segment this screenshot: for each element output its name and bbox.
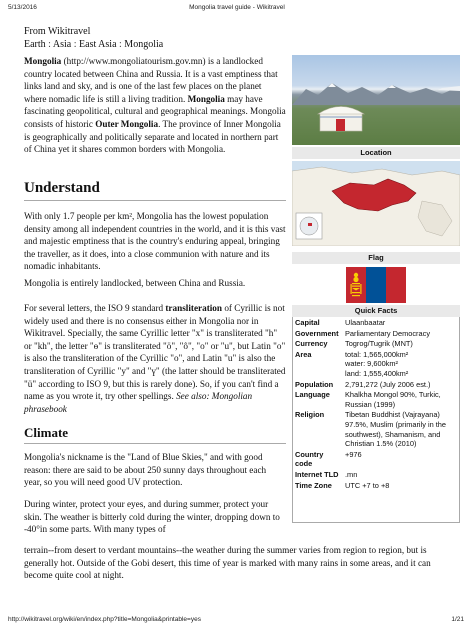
understand-text-1: With only 1.7 people per km², Mongolia has the lowest population density among all independent countries in the world, and it is this vast and majestic emptiness that is the country's enduring appeal, bringing the traveller, as it does, into a close communion with nature and its nomadic inhabitants. <box>24 211 286 272</box>
climate-text-1: Mongolia's nickname is the "Land of Blue Skies," and with good reason: there are said to be about 250 sunny days throughout each year, so you will need good UV protection. <box>24 452 267 488</box>
transliteration-link[interactable]: transliteration <box>165 303 223 313</box>
quick-fact-value: .mn <box>345 469 358 479</box>
quick-fact-key: Government <box>295 328 339 338</box>
understand-text-2: Mongolia is entirely landlocked, between China and Russia. <box>24 278 246 288</box>
quick-fact-row <box>292 350 460 380</box>
quick-fact-key: Area <box>295 349 312 359</box>
quick-facts-table <box>292 318 460 491</box>
flag-box <box>292 265 460 305</box>
quick-fact-value: Parliamentary Democracy <box>345 328 431 338</box>
intro-strong-outer-mongolia: Outer Mongolia <box>95 118 159 129</box>
intro-strong-mongolia-2: Mongolia <box>187 93 225 104</box>
quick-fact-key: Currency <box>295 339 328 349</box>
quick-fact-value: total: 1,565,000km² water: 9,600km² land: 1,555,400km² <box>345 349 409 378</box>
breadcrumb-separator: : <box>73 39 77 50</box>
quick-fact-key: Time Zone <box>295 480 332 490</box>
quick-fact-value: 2,791,272 (July 2006 est.) <box>345 379 431 389</box>
understand-paragraph-3 <box>24 302 286 415</box>
see-also-phrasebook-link[interactable]: See also: Mongolian phrasebook <box>24 391 253 414</box>
heading-divider <box>24 200 286 201</box>
print-page-number: 1/21 <box>451 616 464 623</box>
quick-fact-key: Capital <box>295 318 320 327</box>
quick-fact-value: Khalkha Mongol 90%, Turkic, Russian (1999) <box>345 390 441 409</box>
quick-fact-row <box>292 380 460 391</box>
mongolia-flag <box>346 267 406 303</box>
breadcrumb-asia[interactable]: Asia <box>52 39 72 50</box>
climate-paragraph-2 <box>24 498 286 536</box>
location-caption: Location <box>292 147 460 159</box>
quick-fact-row <box>292 390 460 410</box>
yurt-graphic <box>316 95 366 135</box>
quick-fact-value: +976 <box>345 449 362 459</box>
print-header <box>6 4 468 14</box>
quick-fact-value: Tibetan Buddhist (Vajrayana) 97.5%, Muslim (primarily in the southwest), Shamanism, and Christian 1.5% (2010) <box>345 410 447 449</box>
climate-text-2b: terrain--from desert to verdant mountains--the weather during the summer varies from region to region, but is generally hot. Outside of the Gobi desert, this time of year is marked with many rains in some areas, and it can become quite cool at night. <box>24 545 431 581</box>
heading-divider <box>24 443 286 444</box>
section-heading-understand: Understand <box>24 180 100 196</box>
breadcrumb-east-asia[interactable]: East Asia <box>79 39 117 50</box>
understand-text-3b: of Cyrillic is not widely used and there is no consensus either in Mongolia nor in Wikitravel. Specially, the same Cyrillic letter "х" is transliterated "h" or "kh", the letter "ө" is transliterated "ö", "ô", "o" or "u", but Latin "o" is also the transliteration of the Cyrillic "о", and Latin "u" is also the transliteration of Cyrillic "у" and "ү" (the latter should be transliterated "ü" according to ISO 9, but this is rarely done). So, if you can't find a name as you wrote it, try other spellings. <box>24 303 286 402</box>
quick-fact-value: Ulaanbaatar <box>345 318 386 327</box>
quick-fact-row <box>292 329 460 340</box>
quick-fact-value: Togrog/Tugrik (MNT) <box>345 339 413 349</box>
source-line: From Wikitravel <box>24 26 91 37</box>
understand-paragraph-1 <box>24 210 286 273</box>
climate-paragraph-1 <box>24 451 286 489</box>
quick-facts-caption: Quick Facts <box>292 305 460 317</box>
breadcrumb-separator: : <box>119 39 122 50</box>
quick-fact-key: Population <box>295 379 334 389</box>
quick-fact-row <box>292 318 460 329</box>
breadcrumb-earth[interactable]: Earth <box>24 39 46 50</box>
quick-fact-row <box>292 410 460 449</box>
climate-paragraph-2-continued <box>24 535 460 591</box>
quick-fact-row <box>292 481 460 492</box>
climate-text-2a: During winter, protect your eyes, and during summer, protect your skin. The weather is bitterly cold during the winter, dropping down to -40°in some parts. With many types of <box>24 499 280 535</box>
breadcrumb-separator: : <box>48 39 51 50</box>
quick-fact-key: Religion <box>295 410 325 420</box>
understand-text-3a: For several letters, the ISO 9 standard <box>24 303 166 313</box>
section-heading-climate: Climate <box>24 425 69 440</box>
print-footer <box>6 616 468 626</box>
quick-fact-key: Language <box>295 390 330 400</box>
breadcrumb <box>24 38 163 51</box>
breadcrumb-current: Mongolia <box>124 39 164 50</box>
location-map-graphic <box>292 161 460 246</box>
yurt-landscape-photo <box>292 55 460 145</box>
intro-paragraph <box>24 55 286 156</box>
quick-fact-row <box>292 450 460 470</box>
quick-fact-key: Internet TLD <box>295 469 339 479</box>
intro-text-3: . The province of Inner Mongolia is geographically and politically separate and located in northern part of China yet it shares common borders with Mongolia. <box>24 118 281 155</box>
flag-caption: Flag <box>292 252 460 264</box>
print-page-title: Mongolia travel guide - Wikitravel <box>189 4 285 11</box>
quick-fact-row <box>292 339 460 350</box>
quick-fact-row <box>292 470 460 481</box>
quick-fact-value: UTC +7 to +8 <box>345 480 390 490</box>
quick-fact-key: Country code <box>295 449 324 469</box>
intro-text-1: (http://www.mongoliatourism.gov.mn) is a landlocked country located between China and Russia. It is a vast emptiness that links land and sky, and is one of the last few places on the planet where nomadic life is still a living tradition. <box>24 56 278 104</box>
intro-strong-mongolia: Mongolia <box>24 56 62 66</box>
understand-paragraph-2 <box>24 277 286 290</box>
intro-text-2: may have fascinating geopolitical, cultural and geographical meanings. Mongolia consists of historic <box>24 93 286 129</box>
print-url: http://wikitravel.org/wiki/en/index.php?title=Mongolia&printable=yes <box>8 616 201 623</box>
location-map[interactable] <box>292 161 460 246</box>
print-date: 5/13/2016 <box>8 4 37 11</box>
